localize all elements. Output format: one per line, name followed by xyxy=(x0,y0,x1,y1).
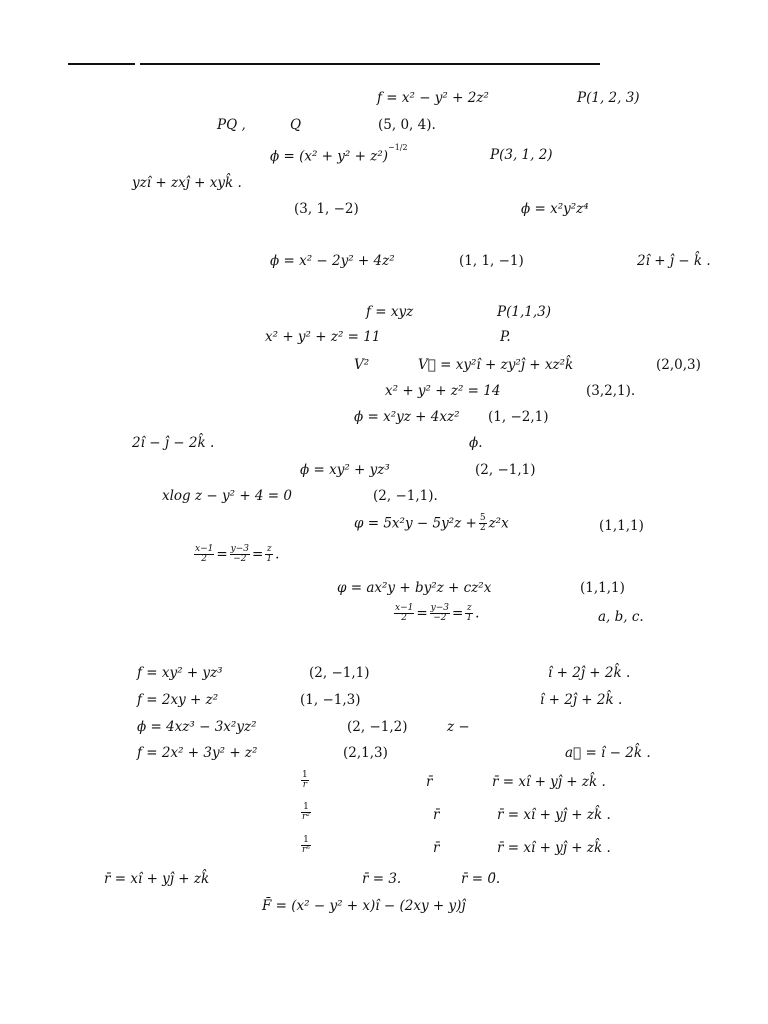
eq-18-end: . xyxy=(475,605,480,622)
eq-3-function xyxy=(270,143,408,165)
eq-18-line: $\frac{x-1}{2}$ = $\frac{y-3}{-2}$ = $\frac{z}{1}$ . xyxy=(395,603,480,624)
eq-23-frac xyxy=(301,771,309,791)
eq-2-point: (5, 0, 4). xyxy=(378,117,436,133)
eq-17-point: (1,1,1) xyxy=(580,580,625,596)
eq-8-point: P. xyxy=(500,329,511,345)
eq-5-point: (3, 1, −2) xyxy=(294,201,359,217)
eq-16-d2: −2 xyxy=(233,554,247,565)
eq-9-vector: V⃗ = xy²î + zy²ĵ + xz²k̂ xyxy=(418,357,574,373)
eq-23-den: r xyxy=(302,780,308,791)
eq-16-end: . xyxy=(275,546,280,563)
eq-26-position: r̄ = xî + yĵ + zk̂ xyxy=(104,871,210,887)
eq-7-point: P(1,1,3) xyxy=(497,304,551,320)
eq-2-pq: PQ , xyxy=(217,117,246,133)
eq-18-d3: 1 xyxy=(466,613,473,624)
eq-7-function: f = xyz xyxy=(366,304,414,320)
eq-18-d1: 2 xyxy=(401,613,408,624)
eq-24-rbar: r̄ xyxy=(433,807,440,823)
eq-21-function: ϕ = 4xz³ − 3x²yz² xyxy=(137,719,257,735)
eq-18-frac-3 xyxy=(465,604,473,624)
eq-3-exponent: −1/2 xyxy=(388,143,408,152)
eq-16-d3: 1 xyxy=(266,554,273,565)
eq-21-axis: z − xyxy=(447,719,470,735)
eq-16-line: $\frac{x-1}{2}$ = $\frac{y-3}{-2}$ = $\frac{z}{1}$ . xyxy=(195,544,280,565)
eq-22-vector: a⃗ = î − 2k̂ . xyxy=(565,745,651,761)
eq-9-point: (2,0,3) xyxy=(656,357,701,373)
eq-23-num: 1 xyxy=(302,770,308,780)
eq-16-frac-3 xyxy=(265,545,273,565)
eq-6-point: (1, 1, −1) xyxy=(459,253,524,269)
eq-16-d1: 2 xyxy=(201,554,208,565)
eq-22-point: (2,1,3) xyxy=(343,745,388,761)
eq-8-surface: x² + y² + z² = 11 xyxy=(265,329,381,345)
eq-19-direction: î + 2ĵ + 2k̂ . xyxy=(548,665,631,681)
eq-3-point: P(3, 1, 2) xyxy=(490,147,553,163)
eq-23-position: r̄ = xî + yĵ + zk̂ . xyxy=(492,774,606,790)
eq-25-num: 1 xyxy=(301,836,311,846)
eq-18-frac-2 xyxy=(430,604,450,624)
eq-19-function: f = xy² + yz³ xyxy=(137,665,223,681)
eq-18-d2: −2 xyxy=(433,613,447,624)
eq-6-direction: 2î + ĵ − k̂ . xyxy=(637,253,711,269)
eq-15-frac-num: 5 xyxy=(479,513,486,523)
eq-13-function: ϕ = xy² + yz³ xyxy=(300,462,390,478)
eq-16-n2: y−3 xyxy=(230,544,250,554)
eq-26-zero: r̄ = 0̄. xyxy=(461,871,501,887)
header-rule-long xyxy=(140,63,600,65)
eq-25-den: rⁿ xyxy=(302,845,310,856)
eq-19-point: (2, −1,1) xyxy=(309,665,370,681)
eq-24-position: r̄ = xî + yĵ + zk̂ . xyxy=(497,807,611,823)
eq-24-den: r² xyxy=(302,812,310,823)
eq-1-point: P(1, 2, 3) xyxy=(577,90,640,106)
eq-15-left: φ = 5x²y − 5y²z + xyxy=(354,515,477,532)
eq-4-vector: yzî + zxĵ + xyk̂ . xyxy=(132,175,242,191)
eq-16-n1: x−1 xyxy=(195,544,214,554)
eq-12-direction: 2î − ĵ − 2k̂ . xyxy=(132,435,215,451)
eq-16-frac-2 xyxy=(230,545,250,565)
eq-14-point: (2, −1,1). xyxy=(373,488,438,504)
eq-11-point: (1, −2,1) xyxy=(488,409,549,425)
eq-15-point: (1,1,1) xyxy=(599,518,644,534)
eq-6-function: ϕ = x² − 2y² + 4z² xyxy=(270,253,395,269)
eq-21-point: (2, −1,2) xyxy=(347,719,408,735)
eq-25-frac xyxy=(301,836,311,856)
eq-24-frac xyxy=(301,803,311,823)
eq-12-phi: ϕ. xyxy=(469,435,483,451)
header-rule-short xyxy=(68,63,135,65)
eq-25-rbar: r̄ xyxy=(433,840,440,856)
eq-20-point: (1, −1,3) xyxy=(300,692,361,708)
eq-9-laplacian: V² xyxy=(354,357,370,373)
eq-24-fraction xyxy=(299,803,313,823)
eq-3-base: ϕ = (x² + y² + z²) xyxy=(270,148,389,165)
eq-15-frac-den: 2 xyxy=(479,523,486,534)
eq-15-fraction xyxy=(479,514,487,534)
eq-18-constants: a, b, c. xyxy=(598,609,644,625)
eq-15-tail: z²x xyxy=(488,515,509,532)
eq-25-fraction xyxy=(299,836,313,856)
eq-18-n2: y−3 xyxy=(430,603,450,613)
eq-22-function: f = 2x² + 3y² + z² xyxy=(137,745,258,761)
eq-17-function: φ = ax²y + by²z + cz²x xyxy=(337,580,492,596)
eq-25-position: r̄ = xî + yĵ + zk̂ . xyxy=(497,840,611,856)
eq-5-function: ϕ = x²y²z⁴ xyxy=(521,201,589,217)
eq-18-n1: x−1 xyxy=(395,603,414,613)
eq-18-frac-1 xyxy=(394,604,414,624)
eq-16-n3: z xyxy=(266,544,272,554)
eq-24-num: 1 xyxy=(301,803,311,813)
eq-13-point: (2, −1,1) xyxy=(475,462,536,478)
eq-26-magnitude: r̄ = 3. xyxy=(362,871,402,887)
eq-10-point: (3,2,1). xyxy=(586,383,636,399)
eq-18-n3: z xyxy=(466,603,472,613)
eq-20-function: f = 2xy + z² xyxy=(137,692,219,708)
eq-11-function: ϕ = x²yz + 4xz² xyxy=(354,409,460,425)
eq-10-surface: x² + y² + z² = 14 xyxy=(385,383,501,399)
eq-27-field: F̄ = (x² − y² + x)î − (2xy + y)ĵ xyxy=(262,898,466,914)
eq-1-function: f = x² − y² + 2z² xyxy=(377,90,489,106)
eq-23-fraction xyxy=(299,771,311,791)
eq-15-function xyxy=(354,514,509,534)
eq-20-direction: î + 2ĵ + 2k̂ . xyxy=(540,692,623,708)
eq-16-frac-1 xyxy=(194,545,214,565)
eq-23-rbar: r̄ xyxy=(426,774,433,790)
eq-2-q: Q xyxy=(290,117,302,133)
eq-14-surface: xlog z − y² + 4 = 0 xyxy=(162,488,293,504)
